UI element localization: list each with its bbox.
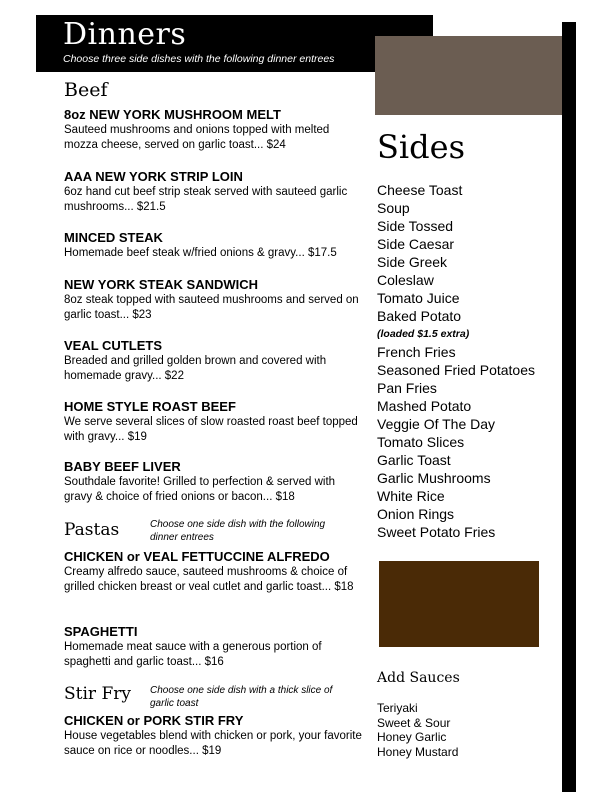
menu-item (64, 624, 364, 670)
item-name: SPAGHETTI (64, 624, 138, 639)
item-description: Homemade meat sauce with a generous portion of spaghetti and garlic toast... $16 (64, 641, 322, 668)
list-item: Mashed Potato (377, 398, 472, 414)
item-description: Southdale favorite! Grilled to perfection & served with gravy & choice of fried onions or bacon... $18 (64, 476, 336, 503)
item-name: VEAL CUTLETS (64, 338, 162, 353)
item-name: BABY BEEF LIVER (64, 459, 181, 474)
sauces-section-title: Add Sauces (377, 670, 460, 686)
item-description: Creamy alfredo sauce, sauteed mushrooms & choice of grilled chicken breast or veal cutlet and garlic toast... $18 (64, 566, 354, 593)
item-description: We serve several slices of slow roasted roast beef topped with gravy... $19 (64, 416, 358, 443)
list-item: Side Caesar (377, 236, 455, 252)
menu-item (64, 230, 364, 261)
list-item: Side Tossed (377, 218, 454, 234)
list-item: Sweet & Sour (377, 715, 451, 730)
pastas-note: Choose one side dish with the following dinner entrees (150, 519, 326, 543)
item-description: Sauteed mushrooms and onions topped with melted mozza cheese, served on garlic toast... $24 (64, 124, 330, 151)
list-item-note: (loaded $1.5 extra) (377, 328, 470, 340)
item-description: Breaded and grilled golden brown and covered with homemade gravy... $22 (64, 355, 327, 382)
menu-item (64, 549, 364, 595)
list-item: Side Greek (377, 254, 448, 270)
item-description: Homemade beef steak w/fried onions & gravy... $17.5 (64, 247, 337, 259)
list-item: White Rice (377, 488, 445, 504)
menu-item (64, 277, 364, 323)
list-item: Tomato Slices (377, 434, 465, 450)
decorative-right-bar (562, 22, 576, 792)
stir-fry-section-title: Stir Fry (64, 684, 131, 704)
list-item: Honey Mustard (377, 744, 459, 759)
item-name: MINCED STEAK (64, 230, 163, 245)
page-title: Dinners (63, 17, 187, 52)
menu-item (64, 107, 364, 153)
menu-item (64, 459, 364, 505)
sides-section-title: Sides (377, 128, 465, 166)
list-item: Cheese Toast (377, 182, 463, 198)
item-name: CHICKEN or VEAL FETTUCCINE ALFREDO (64, 549, 330, 564)
sauces-list (377, 701, 458, 759)
decorative-brown-block (379, 561, 539, 647)
list-item: Garlic Mushrooms (377, 470, 491, 486)
list-item: Sweet Potato Fries (377, 524, 496, 540)
menu-item (64, 713, 364, 759)
list-item: Honey Garlic (377, 730, 447, 744)
stir-fry-note: Choose one side dish with a thick slice of garlic toast (150, 685, 333, 709)
list-item: Pan Fries (377, 380, 437, 396)
list-item: Soup (377, 200, 410, 216)
menu-item (64, 338, 364, 384)
pastas-section-title: Pastas (64, 520, 120, 540)
dinners-header (36, 15, 433, 72)
decorative-gray-block (375, 36, 562, 115)
menu-item (64, 399, 364, 445)
item-name: HOME STYLE ROAST BEEF (64, 399, 236, 414)
list-item: Coleslaw (377, 272, 434, 288)
item-name: AAA NEW YORK STRIP LOIN (64, 169, 243, 184)
item-name: CHICKEN or PORK STIR FRY (64, 713, 244, 728)
list-item: Garlic Toast (377, 452, 451, 468)
item-name: NEW YORK STEAK SANDWICH (64, 277, 259, 292)
menu-item (64, 169, 364, 215)
item-description: 6oz hand cut beef strip steak served with sauteed garlic mushrooms... $21.5 (64, 186, 348, 213)
header-subtitle: Choose three side dishes with the following dinner entrees (63, 53, 335, 65)
list-item: Seasoned Fried Potatoes (377, 362, 535, 378)
list-item: Onion Rings (377, 506, 455, 522)
list-item: French Fries (377, 344, 456, 360)
list-item: Teriyaki (377, 701, 418, 715)
list-item: Tomato Juice (377, 290, 460, 306)
item-name: 8oz NEW YORK MUSHROOM MELT (64, 107, 281, 122)
item-description: House vegetables blend with chicken or pork, your favorite sauce on rice or noodles... $19 (64, 730, 362, 757)
beef-section-title: Beef (64, 79, 108, 101)
list-item: Baked Potato (377, 308, 462, 324)
sides-list (377, 181, 535, 541)
list-item: Veggie Of The Day (377, 416, 496, 432)
item-description: 8oz steak topped with sauteed mushrooms and served on garlic toast... $23 (64, 294, 359, 321)
